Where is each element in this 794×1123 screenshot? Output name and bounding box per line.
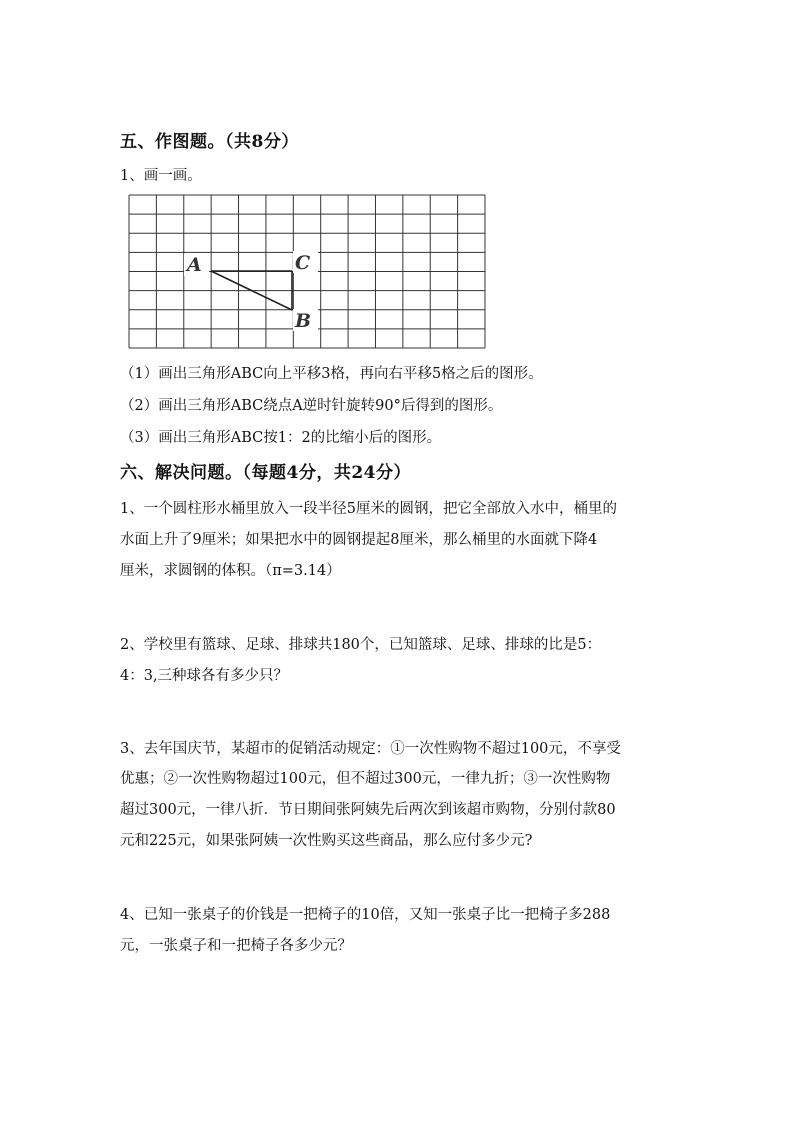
section-5-heading: 五、作图题。（共8分） [120,132,299,152]
grid-figure [127,193,487,350]
point-label-b: B [295,310,312,332]
question-6-4-line-1: 4、已知一张桌子的价钱是一把椅子的10倍，又知一张桌子比一把椅子多288 [120,907,611,923]
question-5-1-title: 1、画一画。 [120,168,202,184]
question-6-2-line-2: 4：3,三种球各有多少只？ [120,668,289,684]
question-6-1-line-2: 水面上升了9厘米；如果把水中的圆钢提起8厘米，那么桶里的水面就下降4 [120,532,598,548]
drawing-grid [127,193,487,350]
point-label-c: C [295,252,311,274]
task-2: （2）画出三角形ABC绕点A逆时针旋转90°后得到的图形。 [120,398,503,414]
question-6-3-line-1: 3、去年国庆节，某超市的促销活动规定：①一次性购物不超过100元，不享受 [120,741,621,757]
question-6-4-line-2: 元，一张桌子和一把椅子各多少元？ [120,938,352,954]
task-1: （1）画出三角形ABC向上平移3格，再向右平移5格之后的图形。 [120,366,543,382]
point-label-a: A [187,254,202,276]
question-6-3-line-3: 超过300元，一律八折．节日期间张阿姨先后两次到该超市购物，分别付款80 [120,802,616,818]
question-6-1-line-1: 1、一个圆柱形水桶里放入一段半径5厘米的圆钢，把它全部放入水中，桶里的 [120,501,617,517]
question-6-2-line-1: 2、学校里有篮球、足球、排球共180个，已知篮球、足球、排球的比是5： [120,637,602,653]
question-6-1-line-3: 厘米，求圆钢的体积。（π=3.14） [120,563,341,579]
question-6-3-line-2: 优惠；②一次性购物超过100元，但不超过300元，一律九折；③一次性购物 [120,771,611,787]
section-6-heading: 六、解决问题。（每题4分，共24分） [120,463,411,483]
task-3: （3）画出三角形ABC按1：2的比缩小后的图形。 [120,430,442,446]
question-6-3-line-4: 元和225元，如果张阿姨一次性购买这些商品，那么应付多少元? [120,833,533,849]
